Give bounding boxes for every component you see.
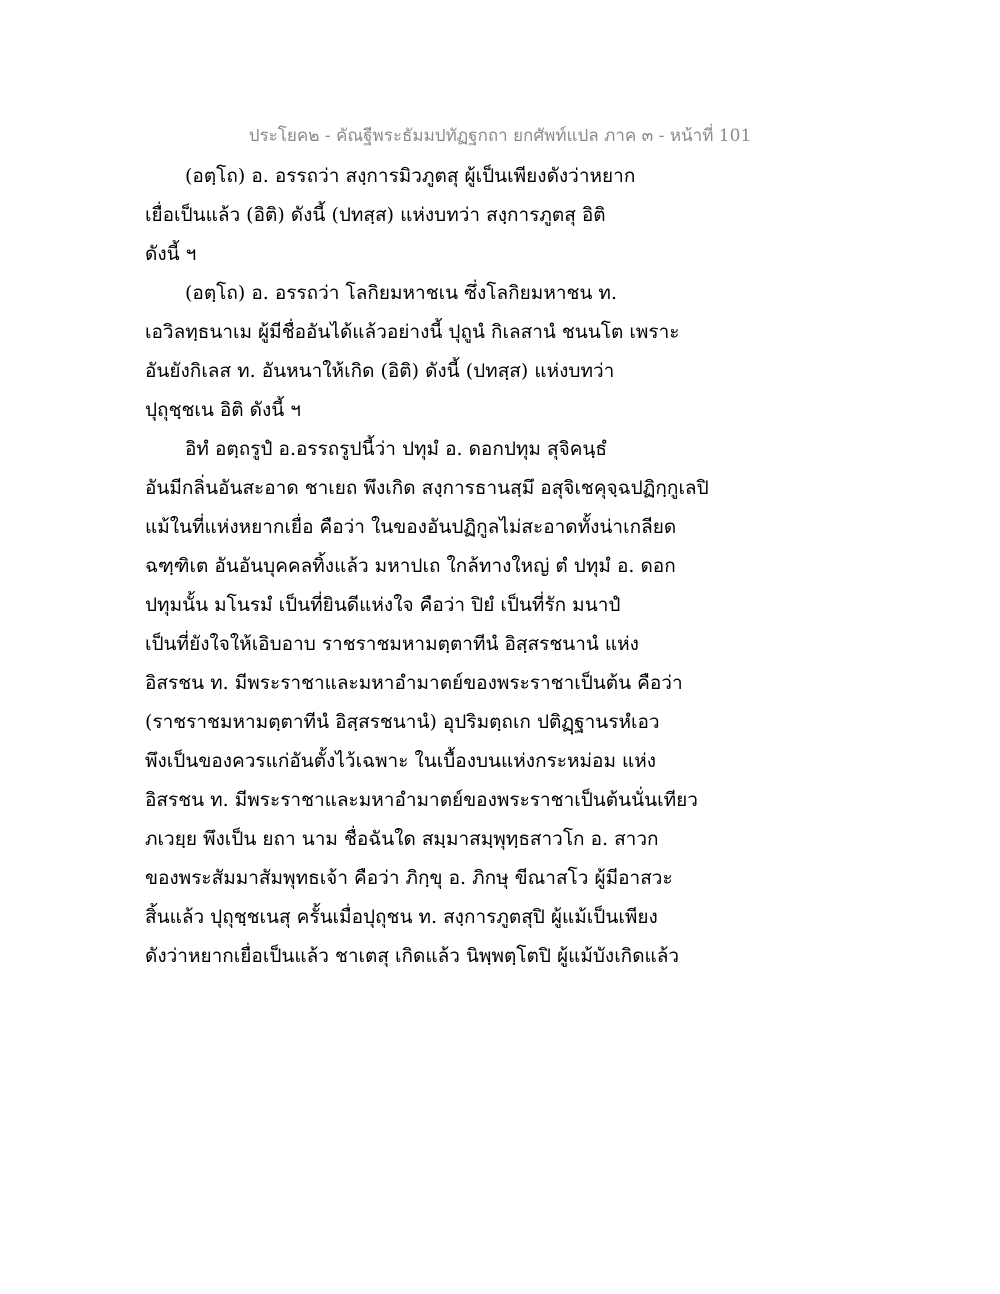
body-text — [145, 160, 865, 979]
text-line: (อตฺโถ) อ. อรรถว่า โลกิยมหาชเน ซึ่งโลกิยมหาชน ท. — [185, 282, 617, 304]
text-line: (อตฺโถ) อ. อรรถว่า สงฺการมิวภูตสุ ผู้เป็นเพียงดังว่าหยาก — [185, 165, 636, 187]
text-line: ดังว่าหยากเยื่อเป็นแล้ว ชาเตสุ เกิดแล้ว นิพฺพตฺโตปิ ผู้แม้บังเกิดแล้ว — [145, 945, 680, 967]
text-line: ของพระสัมมาสัมพุทธเจ้า คือว่า ภิกฺขุ อ. ภิกษุ ขีณาสโว ผู้มีอาสวะ — [145, 867, 673, 889]
text-line: ปุถุชฺชเน อิติ ดังนี้ ฯ — [145, 399, 301, 421]
text-line: เยื่อเป็นแล้ว (อิติ) ดังนี้ (ปทสฺส) แห่งบทว่า สงฺการภูตสุ อิติ — [145, 204, 606, 226]
text-line: อิทํ อตฺถรูปํ อ.อรรถรูปนี้ว่า ปทุมํ อ. ดอกปทุม สุจิคนฺธํ — [185, 438, 608, 460]
text-line: ภเวยฺย พึงเป็น ยถา นาม ชื่อฉันใด สมฺมาสมฺพุทฺธสาวโก อ. สาวก — [145, 828, 659, 850]
text-line: อันมีกลิ่นอันสะอาด ชาเยถ พึงเกิด สงฺการธานสฺมึ อสุจิเชคุจฺฉปฏิกฺกูเลปิ — [145, 477, 709, 499]
text-line: อันยังกิเลส ท. อันหนาให้เกิด (อิติ) ดังนี้ (ปทสฺส) แห่งบทว่า — [145, 360, 615, 382]
text-line: เป็นที่ยังใจให้เอิบอาบ ราชราชมหามตฺตาทีนํ อิสฺสรชนานํ แห่ง — [145, 633, 639, 655]
text-line: พึงเป็นของควรแก่อันตั้งไว้เฉพาะ ในเบื้องบนแห่งกระหม่อม แห่ง — [145, 750, 657, 772]
text-line: เอวิลทฺธนาเม ผู้มีชื่ออันได้แล้วอย่างนี้ ปุถูนํ กิเลสานํ ชนนโต เพราะ — [145, 321, 680, 343]
text-line: แม้ในที่แห่งหยากเยื่อ คือว่า ในของอันปฏิกูลไม่สะอาดทั้งน่าเกลียด — [145, 516, 677, 538]
text-line: ฉฑฺฑิเต อันอันบุคคลทิ้งแล้ว มหาปเถ ใกล้ทางใหญ่ ตํ ปทุมํ อ. ดอก — [145, 555, 676, 577]
paragraph-3 — [145, 433, 865, 979]
text-line: อิสรชน ท. มีพระราชาและมหาอำมาตย์ของพระราชาเป็นต้น คือว่า — [145, 672, 683, 694]
text-line: อิสรชน ท. มีพระราชาและมหาอำมาตย์ของพระราชาเป็นต้นนั่นเทียว — [145, 789, 698, 811]
paragraph-2 — [145, 277, 865, 433]
page-header: ประโยค๒ - คัณฐีพระธัมมปทัฏฐกถา ยกศัพท์แปล ภาค ๓ - หน้าที่ 101 — [248, 126, 752, 146]
text-line: ปทุมนั้น มโนรมํ เป็นที่ยินดีแห่งใจ คือว่า ปิยํ เป็นที่รัก มนาปํ — [145, 594, 621, 616]
paragraph-1 — [145, 160, 865, 277]
text-line: สิ้นแล้ว ปุถุชฺชเนสุ ครั้นเมื่อปุถุชน ท. สงฺการภูตสุปิ ผู้แม้เป็นเพียง — [145, 906, 658, 928]
text-line: (ราชราชมหามตฺตาทีนํ อิสฺสรชนานํ) อุปริมตฺถเก ปติฏฺฐานรหํเอว — [145, 711, 660, 733]
text-line: ดังนี้ ฯ — [145, 243, 197, 265]
